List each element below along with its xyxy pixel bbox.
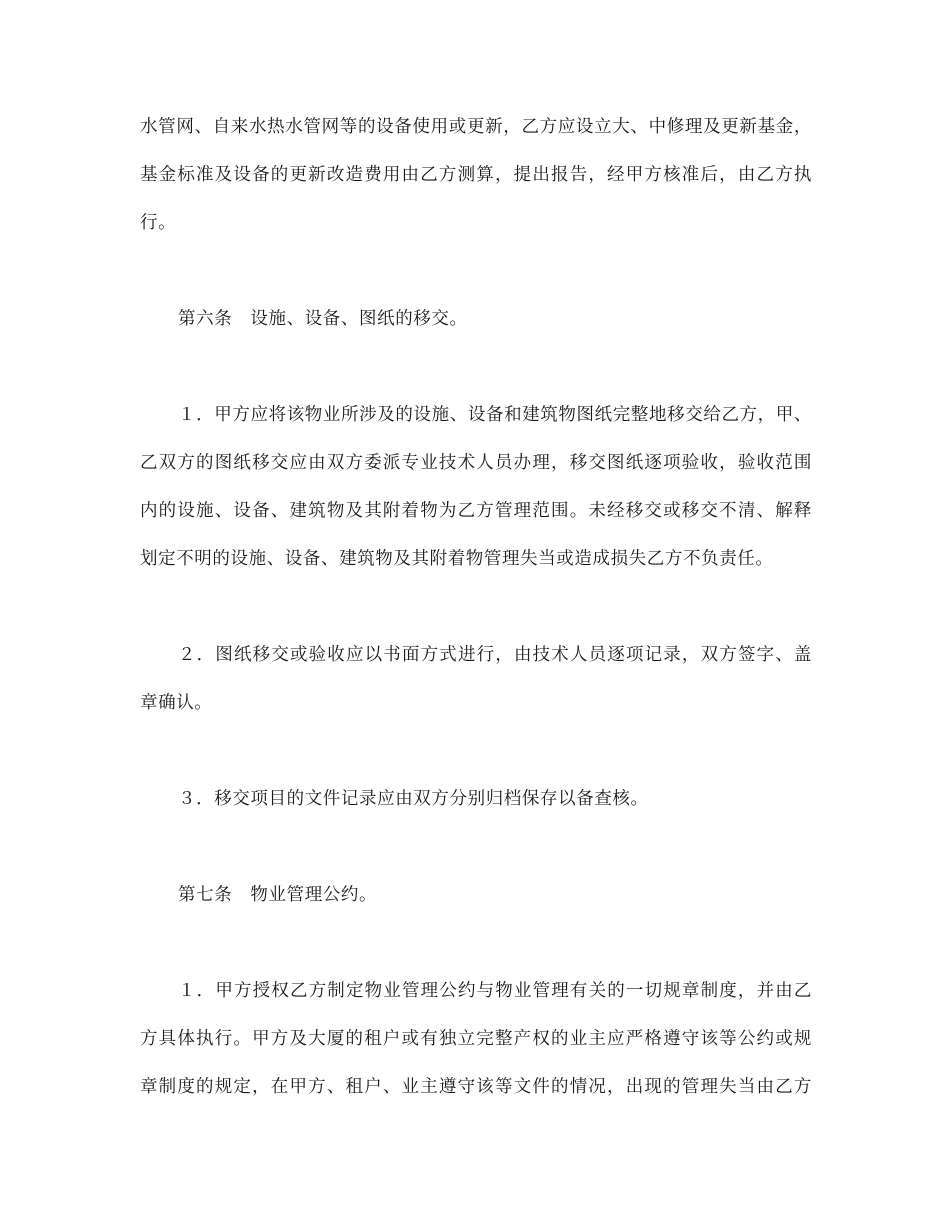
paragraph-line: 章确认。: [140, 693, 213, 713]
paragraph-line: 划定不明的设施、设备、建筑物及其附着物管理失当或造成损失乙方不负责任。: [140, 549, 774, 569]
paragraph-line: １．甲方应将该物业所涉及的设施、设备和建筑物图纸完整地移交给乙方，甲、: [178, 405, 812, 425]
paragraph-line: ２．图纸移交或验收应以书面方式进行，由技术人员逐项记录，双方签字、盖: [178, 645, 812, 665]
paragraph-line: 基金标准及设备的更新改造费用由乙方测算，提出报告，经甲方核准后，由乙方执: [140, 165, 812, 185]
paragraph-line: ３．移交项目的文件记录应由双方分别归档保存以备查核。: [178, 789, 649, 809]
paragraph-line: １．甲方授权乙方制定物业管理公约与物业管理有关的一切规章制度，并由乙: [178, 981, 812, 1001]
article-heading: 第六条 设施、设备、图纸的移交。: [178, 309, 468, 329]
paragraph-line: 乙双方的图纸移交应由双方委派专业技术人员办理，移交图纸逐项验收，验收范围: [140, 453, 812, 473]
paragraph-line: 方具体执行。甲方及大厦的租户或有独立完整产权的业主应严格遵守该等公约或规: [140, 1029, 812, 1049]
paragraph-line: 章制度的规定，在甲方、租户、业主遵守该等文件的情况，出现的管理失当由乙方: [140, 1077, 812, 1097]
article-heading: 第七条 物业管理公约。: [178, 885, 378, 905]
paragraph-line: 水管网、自来水热水管网等的设备使用或更新，乙方应设立大、中修理及更新基金，: [140, 117, 812, 137]
paragraph-line: 内的设施、设备、建筑物及其附着物为乙方管理范围。未经移交或移交不清、解释: [140, 501, 812, 521]
paragraph-line: 行。: [140, 213, 177, 233]
